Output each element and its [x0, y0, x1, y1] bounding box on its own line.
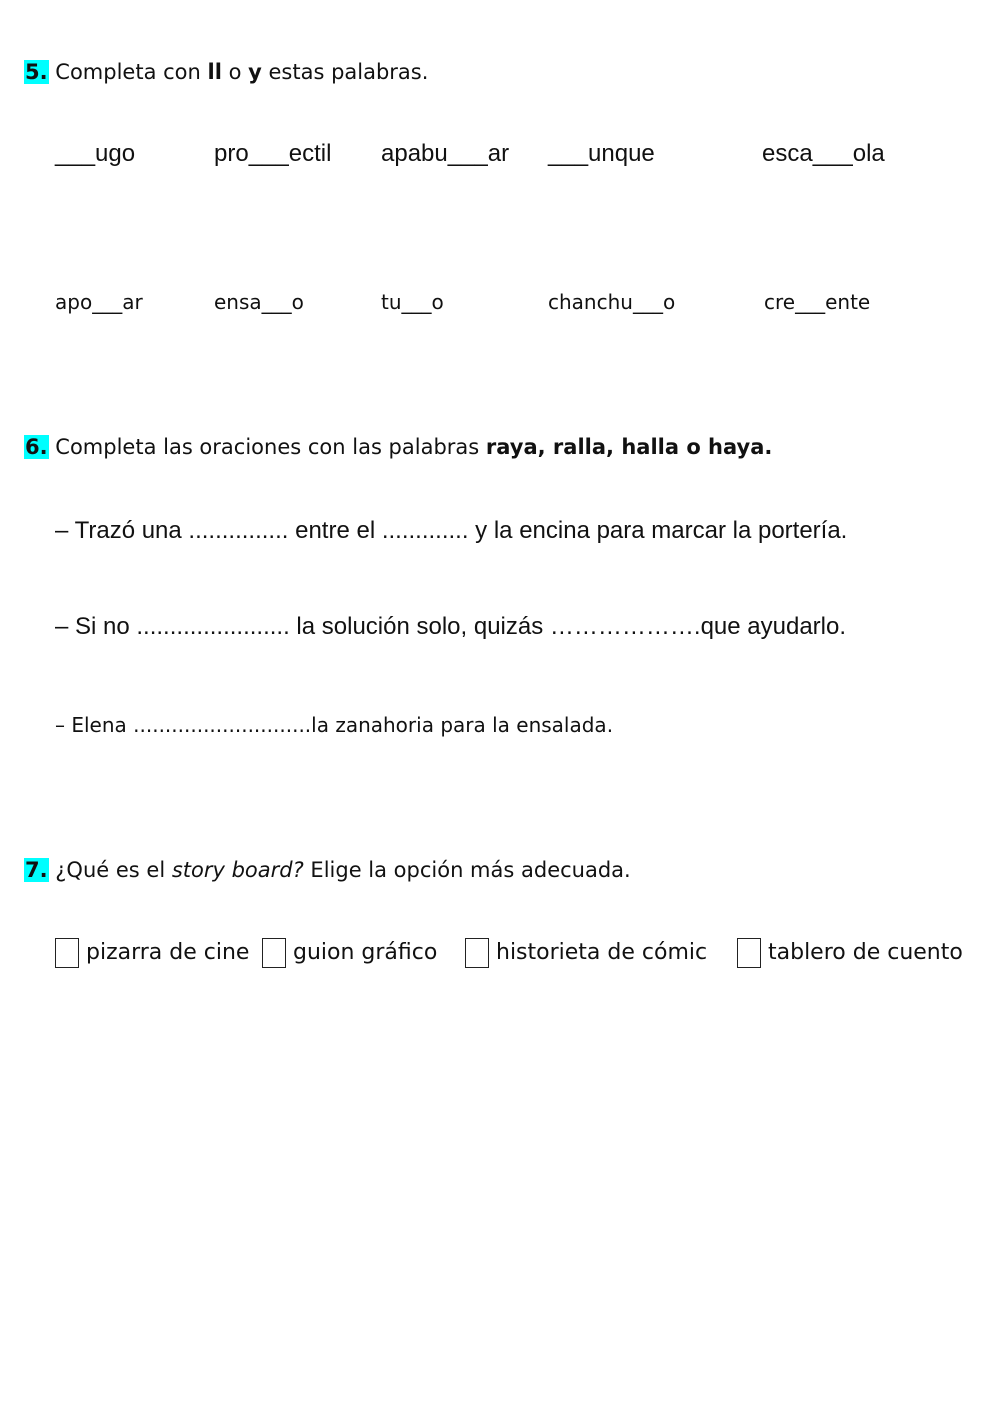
- option-checkbox[interactable]: [262, 938, 286, 968]
- option-checkbox[interactable]: [55, 938, 79, 968]
- word-blank[interactable]: apo___ar: [55, 290, 143, 314]
- sentence-3[interactable]: – Elena ............................la zanahoria para la ensalada.: [55, 713, 614, 737]
- word-blank[interactable]: apabu___ar: [381, 140, 510, 167]
- question-number: 7.: [25, 858, 48, 882]
- option-checkbox[interactable]: [465, 938, 489, 968]
- word-blank[interactable]: ___unque: [548, 140, 655, 167]
- option-label: historieta de cómic: [496, 940, 708, 965]
- word-blank[interactable]: ___ugo: [55, 140, 136, 167]
- option-label: guion gráfico: [293, 940, 438, 965]
- word-blank[interactable]: tu___o: [381, 290, 444, 314]
- word-blank[interactable]: cre___ente: [764, 290, 871, 314]
- question-number: 5.: [25, 60, 48, 84]
- option-label: pizarra de cine: [86, 940, 250, 965]
- question-number: 6.: [25, 435, 48, 459]
- option-checkbox[interactable]: [737, 938, 761, 968]
- sentence-2[interactable]: – Si no ....................... la solución solo, quizás ……………….que ayudarlo.: [55, 613, 847, 640]
- word-blank[interactable]: esca___ola: [762, 140, 885, 167]
- sentence-1[interactable]: – Trazó una ............... entre el ............. y la encina para marcar la portería.: [55, 517, 848, 544]
- word-blank[interactable]: chanchu___o: [548, 290, 676, 314]
- question-6-heading: 6. Completa las oraciones con las palabras raya, ralla, halla o haya.: [25, 435, 773, 459]
- question-5-heading: 5. Completa con ll o y estas palabras.: [25, 60, 429, 84]
- word-blank[interactable]: ensa___o: [214, 290, 304, 314]
- option-label: tablero de cuento: [768, 940, 963, 965]
- word-blank[interactable]: pro___ectil: [214, 140, 332, 167]
- question-7-heading: 7. ¿Qué es el story board? Elige la opción más adecuada.: [25, 858, 631, 882]
